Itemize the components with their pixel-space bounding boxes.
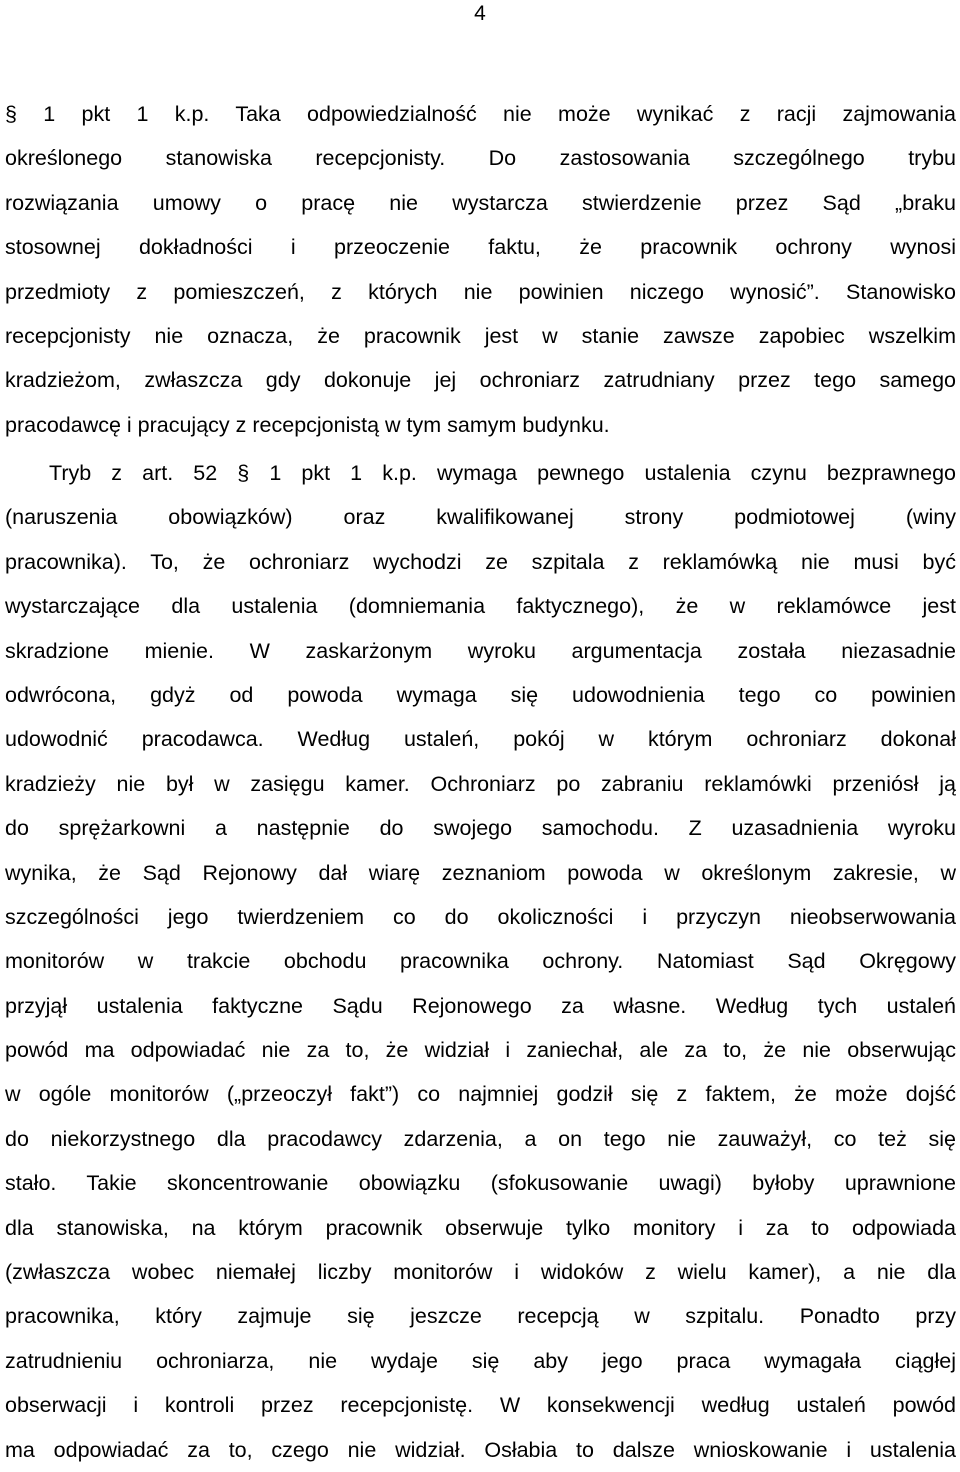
text-line: stało. Takie skoncentrowanie obowiązku (sfokusowanie uwagi) byłoby uprawnione bbox=[5, 1171, 956, 1196]
text-line: recepcjonisty nie oznacza, że pracownik jest w stanie zawsze zapobiec wszelkim bbox=[5, 323, 956, 348]
text-line: kradzieży nie był w zasięgu kamer. Ochroniarz po zabraniu reklamówki przeniósł ją bbox=[5, 771, 956, 796]
text-line: monitorów w trakcie obchodu pracownika ochrony. Natomiast Sąd Okręgowy bbox=[5, 949, 956, 974]
text-line: powód ma odpowiadać nie za to, że widział i zaniechał, ale za to, że nie obserwując bbox=[5, 1038, 956, 1063]
text-line: przedmioty z pomieszczeń, z których nie powinien niczego wynosić”. Stanowisko bbox=[5, 279, 956, 304]
text-line: § 1 pkt 1 k.p. Taka odpowiedzialność nie może wynikać z racji zajmowania bbox=[5, 102, 956, 126]
paragraph-1 bbox=[5, 92, 956, 447]
text-line: obserwacji i kontroli przez recepcjonistę. W konsekwencji według ustaleń powód bbox=[5, 1393, 956, 1418]
text-line: dla stanowiska, na którym pracownik obserwuje tylko monitory i za to odpowiada bbox=[5, 1215, 956, 1240]
text-line: zatrudnieniu ochroniarza, nie wydaje się aby jego praca wymagała ciągłej bbox=[5, 1348, 956, 1373]
text-line: pracownika). To, że ochroniarz wychodzi ze szpitala z reklamówką nie musi być bbox=[5, 549, 956, 574]
text-line: stosownej dokładności i przeoczenie faktu, że pracownik ochrony wynosi bbox=[5, 235, 956, 260]
text-line: do niekorzystnego dla pracodawcy zdarzenia, a on tego nie zauważył, co też się bbox=[5, 1126, 956, 1151]
text-line: do sprężarkowni a następnie do swojego samochodu. Z uzasadnienia wyroku bbox=[5, 816, 956, 841]
text-line: ma odpowiadać za to, czego nie widział. Osłabia to dalsze wnioskowanie i ustalenia bbox=[5, 1437, 956, 1462]
text-line: pracownika, który zajmuje się jeszcze recepcją w szpitalu. Ponadto przy bbox=[5, 1304, 956, 1329]
text-line: udowodnić pracodawca. Według ustaleń, pokój w którym ochroniarz dokonał bbox=[5, 727, 956, 752]
text-line: w ogóle monitorów („przeoczył fakt”) co najmniej godził się z faktem, że może dojść bbox=[5, 1082, 956, 1107]
text-line: (naruszenia obowiązków) oraz kwalifikowanej strony podmiotowej (winy bbox=[5, 505, 956, 530]
text-line: szczególności jego twierdzeniem co do okoliczności i przyczyn nieobserwowania bbox=[5, 904, 956, 929]
text-line: przyjął ustalenia faktyczne Sądu Rejonowego za własne. Według tych ustaleń bbox=[5, 993, 956, 1018]
page-number: 4 bbox=[474, 2, 486, 25]
text-line: skradzione mienie. W zaskarżonym wyroku argumentacja została niezasadnie bbox=[5, 638, 956, 663]
text-line: odwrócona, gdyż od powoda wymaga się udowodnienia tego co powinien bbox=[5, 682, 956, 707]
text-line: określonego stanowiska recepcjonisty. Do zastosowania szczególnego trybu bbox=[5, 146, 956, 171]
text-line: pracodawcę i pracujący z recepcjonistą w tym samym budynku. bbox=[5, 412, 610, 437]
text-line: rozwiązania umowy o pracę nie wystarcza stwierdzenie przez Sąd „braku bbox=[5, 190, 956, 215]
text-line: Tryb z art. 52 § 1 pkt 1 k.p. wymaga pewnego ustalenia czynu bezprawnego bbox=[49, 461, 956, 485]
text-line: wystarczające dla ustalenia (domniemania faktycznego), że w reklamówce jest bbox=[5, 594, 956, 619]
text-line: wynika, że Sąd Rejonowy dał wiarę zeznaniom powoda w określonym zakresie, w bbox=[5, 860, 956, 885]
text-line: (zwłaszcza wobec niemałej liczby monitorów i widoków z wielu kamer), a nie dla bbox=[5, 1260, 956, 1285]
paragraph-2 bbox=[5, 451, 956, 1472]
text-line: kradzieżom, zwłaszcza gdy dokonuje jej ochroniarz zatrudniany przez tego samego bbox=[5, 368, 956, 393]
